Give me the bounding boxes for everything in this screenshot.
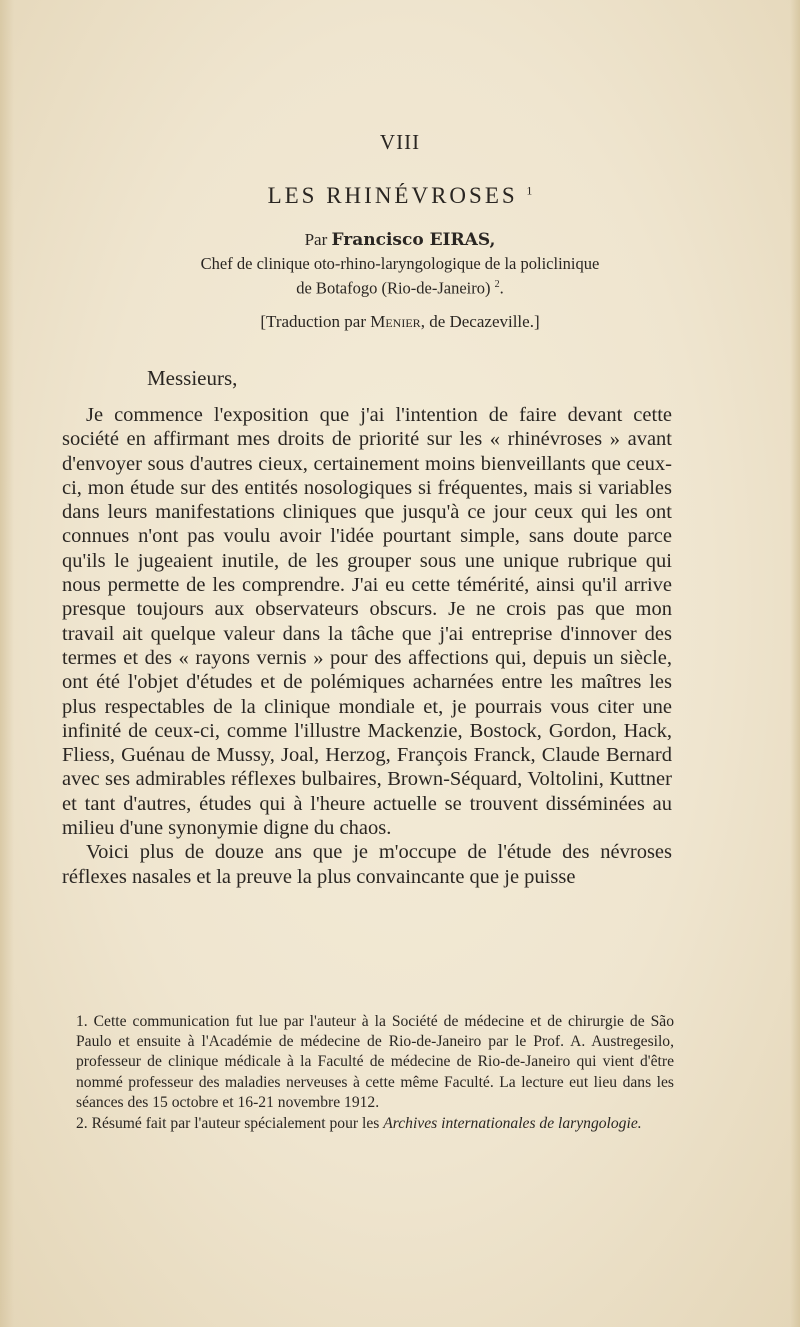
translator-name: Menier — [370, 312, 421, 331]
body-paragraph-2: Voici plus de douze ans que je m'occupe de l'étude des névroses réflexes nasales et la preuve la plus convaincante que je puisse — [62, 841, 672, 888]
affiliation-footnote-marker: 2 — [494, 279, 500, 290]
translation-prefix: [Traduction par — [260, 312, 366, 331]
footnote-2-journal: Archives internationales de laryngologie. — [383, 1115, 642, 1133]
affiliation-line-2 — [0, 274, 800, 299]
chapter-number: VIII — [379, 130, 421, 154]
affiliation-end: . — [499, 278, 504, 298]
author-affiliation — [0, 253, 800, 299]
body-paragraph-1: Je commence l'exposition que j'ai l'intention de faire devant cette société en affirmant mes droits de priorité sur les « rhinévroses » avant d'envoyer sous d'autres cieux, certainement moins bienveillants que ceux-ci, mon étude sur des entités nosologiques si fréquentes, mais si variables dans leurs manifestations cliniques que jusqu'à ce jour ceux qui les ont connues n'ont pas voulu avoir l'idée pourtant simple, sans doute parce qu'ils le jugeaient inutile, de les grouper sous une unique rubrique qui nous permette de les comprendre. J'ai eu cette témérité, ainsi qu'il arrive presque toujours aux observateurs obscurs. Je ne crois pas que mon travail ait quelque valeur dans la tâche que j'ai entreprise d'innover des termes et des « rayons vernis » pour des affections qui, depuis un siècle, ont été l'objet d'études et de polémiques acharnées entre les maîtres les plus respectables de la clinique mondiale et, je pourrais vous citer une infinité de ceux-ci, comme l'illustre Mackenzie, Bostock, Gordon, Hack, Fliess, Guénau de Mussy, Joal, Herzog, François Franck, Claude Bernard avec ses admirables réflexes bulbaires, Brown-Séquard, Voltolini, Kuttner et tant d'autres, études qui à l'heure actuelle se trouvent disséminées au milieu d'une synonymie digne du chaos. — [62, 404, 672, 840]
byline — [0, 230, 800, 250]
title-footnote-marker: 1 — [526, 183, 533, 198]
translation-credit — [0, 312, 800, 332]
footnotes — [76, 1012, 674, 1134]
footnote-2-text: 2. Résumé fait par l'auteur spécialement pour les — [76, 1115, 380, 1133]
article-title — [0, 183, 800, 209]
article-title-text: LES RHINÉVROSES — [267, 183, 518, 208]
affiliation-line-1: Chef de clinique oto-rhino-laryngologique de la policlinique — [200, 254, 600, 273]
author-name: Francisco EIRAS, — [331, 230, 496, 250]
byline-prefix: Par — [304, 230, 328, 249]
affiliation-line-2-text: de Botafogo (Rio-de-Janeiro) — [296, 278, 491, 298]
footnote-2 — [76, 1114, 674, 1134]
footnote-1: 1. Cette communication fut lue par l'auteur à la Société de médecine et de chirurgie de São Paulo et ensuite à l'Académie de médecine de Rio-de-Janeiro par le Prof. A. Austregesilo, professeur de clinique médicale à la Faculté de médecine de Rio-de-Janeiro qui vient d'être nommé professeur des maladies nerveuses à cette même Faculté. La lecture eut lieu dans les séances des 15 octobre et 16-21 novembre 1912. — [76, 1013, 674, 1111]
salutation: Messieurs, — [147, 366, 238, 390]
translation-suffix: , de Decazeville.] — [420, 312, 540, 331]
body-text — [62, 403, 672, 889]
